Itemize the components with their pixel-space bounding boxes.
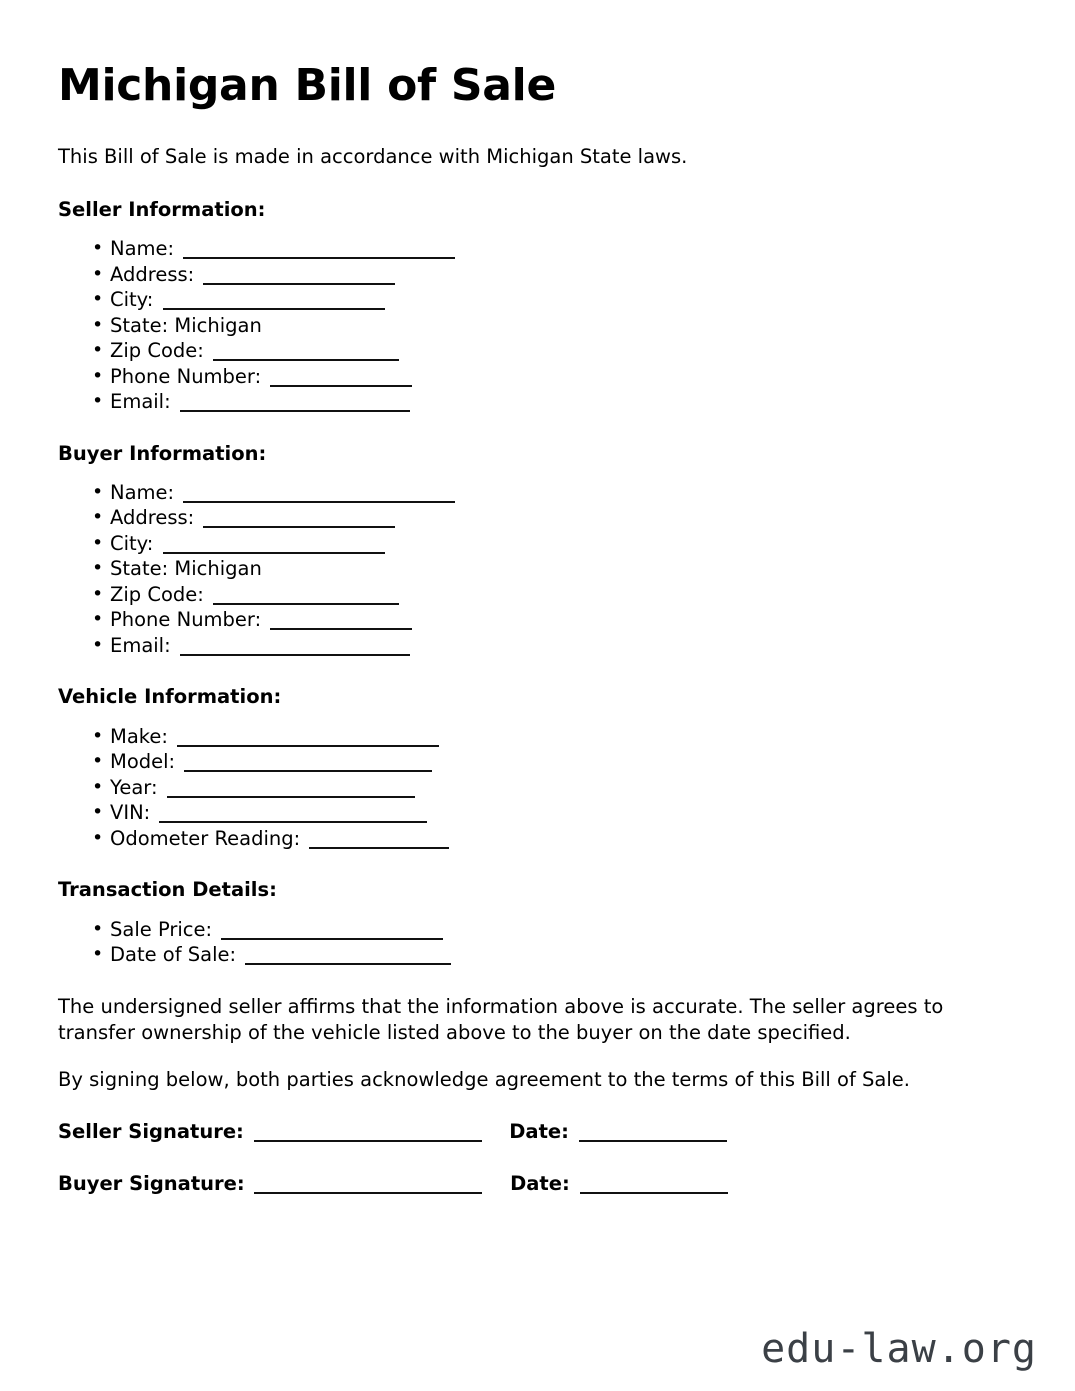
field-buyer-phone-number [58,607,1017,633]
field-blank[interactable] [183,245,455,259]
seller-date-blank[interactable] [579,1128,727,1142]
field-blank[interactable] [159,809,427,823]
field-seller-zip-code [58,338,1017,364]
field-buyer-address [58,505,1017,531]
field-buyer-city [58,531,1017,557]
field-blank[interactable] [180,398,410,412]
field-sale-price [58,917,1017,943]
field-seller-email [58,389,1017,415]
field-blank[interactable] [213,347,399,361]
buyer-information-heading: Buyer Information: [58,441,267,465]
seller-date-label: Date: [509,1120,569,1144]
seller-field-list [58,236,1017,415]
field-label: Odometer Reading: [110,826,301,850]
field-blank[interactable] [184,758,432,772]
field-date-of-sale [58,942,1017,968]
buyer-signature-blank[interactable] [254,1180,482,1194]
field-label: Model: [110,750,176,774]
page-title: Michigan Bill of Sale [58,60,556,111]
field-label: Name: [110,480,175,504]
field-value: Michigan [174,557,262,581]
field-label: VIN: [110,801,151,825]
field-blank[interactable] [167,784,415,798]
field-blank[interactable] [203,514,395,528]
field-buyer-zip-code [58,582,1017,608]
buyer-signature-label: Buyer Signature: [58,1171,245,1195]
field-label: Email: [110,633,171,657]
intro-paragraph: This Bill of Sale is made in accordance with Michigan State laws. [58,145,688,169]
seller-signature-row [58,1119,1017,1144]
site-watermark: edu-law.org [761,1326,1037,1372]
field-label: Phone Number: [110,364,262,388]
field-blank[interactable] [245,951,451,965]
field-blank[interactable] [309,835,449,849]
field-label: State: [110,313,169,337]
field-vehicle-vin [58,800,1017,826]
buyer-signature-row [58,1171,1017,1196]
field-seller-phone-number [58,364,1017,390]
field-blank[interactable] [213,591,399,605]
field-label: Sale Price: [110,917,213,941]
vehicle-information-heading: Vehicle Information: [58,685,282,709]
field-blank[interactable] [163,296,385,310]
field-label: Email: [110,390,171,414]
field-vehicle-odometer-reading [58,826,1017,852]
field-seller-address [58,262,1017,288]
field-vehicle-model [58,749,1017,775]
field-blank[interactable] [270,373,412,387]
seller-signature-label: Seller Signature: [58,1120,244,1144]
field-buyer-name [58,480,1017,506]
seller-signature-blank[interactable] [254,1128,482,1142]
field-buyer-email [58,633,1017,659]
field-seller-city [58,287,1017,313]
field-blank[interactable] [221,926,443,940]
buyer-date-blank[interactable] [580,1180,728,1194]
field-seller-state [58,313,1017,339]
field-label: City: [110,288,154,312]
buyer-field-list [58,480,1017,659]
field-seller-name [58,236,1017,262]
field-blank[interactable] [270,616,412,630]
field-blank[interactable] [183,489,455,503]
field-label: Year: [110,775,158,799]
field-label: Address: [110,262,195,286]
field-vehicle-year [58,775,1017,801]
transaction-field-list [58,917,1017,968]
field-label: Make: [110,724,168,748]
field-vehicle-make [58,724,1017,750]
buyer-date-label: Date: [510,1171,570,1195]
acknowledgement-paragraph: By signing below, both parties acknowledge agreement to the terms of this Bill of Sale. [58,1068,910,1092]
field-label: Phone Number: [110,608,262,632]
vehicle-field-list [58,724,1017,852]
field-blank[interactable] [163,540,385,554]
affirmation-paragraph: The undersigned seller affirms that the information above is accurate. The seller agrees to transfer ownership of the vehicle listed above to the buyer on the date specified. [58,994,944,1044]
field-label: Zip Code: [110,339,204,363]
field-blank[interactable] [180,642,410,656]
field-blank[interactable] [177,733,439,747]
transaction-details-heading: Transaction Details: [58,878,277,902]
field-value: Michigan [174,313,262,337]
field-buyer-state [58,556,1017,582]
seller-information-heading: Seller Information: [58,197,266,221]
field-label: Zip Code: [110,582,204,606]
field-label: State: [110,557,169,581]
field-label: Name: [110,237,175,261]
field-label: Date of Sale: [110,943,237,967]
field-label: Address: [110,506,195,530]
field-blank[interactable] [203,271,395,285]
field-label: City: [110,531,154,555]
